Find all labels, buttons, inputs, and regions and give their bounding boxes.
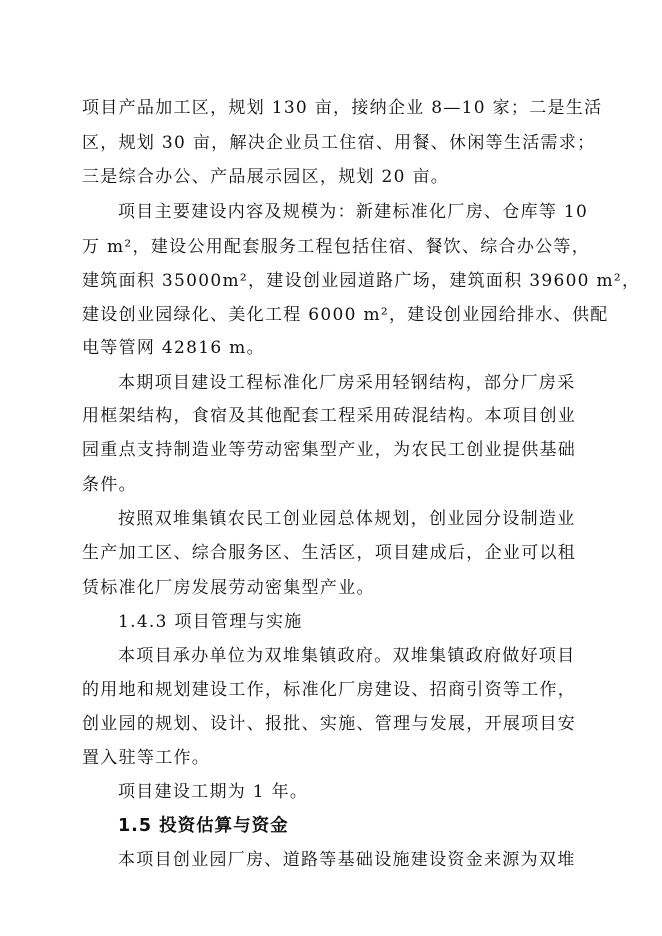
section-heading-1-4-3: 1.4.3 项目管理与实施 [118,612,303,632]
paragraph-line: 项目产品加工区，规划 130 亩，接纳企业 8—10 家；二是生活 [82,98,603,118]
section-heading-1-5: 1.5 投资估算与资金 [118,816,289,836]
paragraph-line: 本项目创业园厂房、道路等基础设施建设资金来源为双堆 [118,850,576,870]
paragraph-line: 本项目承办单位为双堆集镇政府。双堆集镇政府做好项目 [118,646,576,666]
paragraph-line: 万 m²，建设公用配套服务工程包括住宿、餐饮、综合办公等， [82,237,591,257]
paragraph-line: 建设创业园绿化、美化工程 6000 m²，建设创业园给排水、供配 [82,305,609,325]
paragraph-line: 按照双堆集镇农民工创业园总体规划，创业园分设制造业 [118,509,576,529]
paragraph-line: 生产加工区、综合服务区、生活区，项目建成后，企业可以租 [82,543,577,563]
paragraph-line: 赁标准化厂房发展劳动密集型产业。 [82,578,375,598]
paragraph-line: 的用地和规划建设工作，标准化厂房建设、招商引资等工作， [82,680,577,700]
paragraph-line: 三是综合办公、产品展示园区，规划 20 亩。 [82,167,450,187]
paragraph-line: 电等管网 42816 m。 [82,338,265,358]
paragraph-line: 用框架结构，食宿及其他配套工程采用砖混结构。本项目创业 [82,406,577,426]
paragraph-line: 置入驻等工作。 [82,748,211,768]
paragraph-line: 项目主要建设内容及规模为：新建标准化厂房、仓库等 10 [118,202,589,222]
paragraph-line: 项目建设工期为 1 年。 [118,782,309,802]
paragraph-line: 条件。 [82,475,137,495]
paragraph-line: 区，规划 30 亩，解决企业员工住宿、用餐、休闲等生活需求； [82,133,596,153]
paragraph-line: 建筑面积 35000m²，建设创业园道路广场，建筑面积 39600 m²， [82,271,641,291]
paragraph-line: 本期项目建设工程标准化厂房采用轻钢结构，部分厂房采 [118,373,576,393]
paragraph-line: 园重点支持制造业等劳动密集型产业，为农民工创业提供基础 [82,440,577,460]
paragraph-line: 创业园的规划、设计、报批、实施、管理与发展，开展项目安 [82,714,577,734]
